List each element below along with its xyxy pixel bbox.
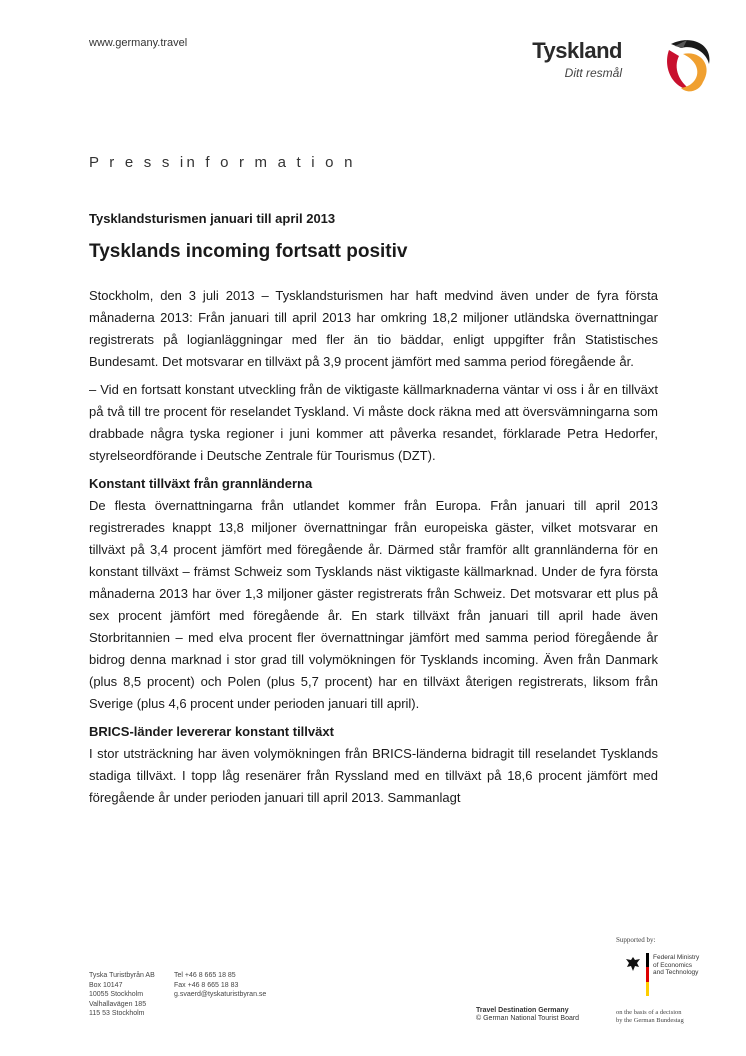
ministry-line: Federal Ministry <box>653 954 700 961</box>
paragraph-1: Stockholm, den 3 juli 2013 – Tysklandsturismen har haft medvind även under de fyra första månaderna 2013: Från januari till april 2013 har omkring 18,2 miljoner utländska övernattningar registrerats på logianläggningar med fler än tio bäddar, enligt uppgifter från Statistisches Bundesamt. Det motsvarar en tillväxt på 3,9 procent jämfört med samma period föregående år. <box>89 288 658 369</box>
decision-line: by the German Bundestag <box>616 1017 684 1024</box>
address-line: 115 53 Stockholm <box>89 1010 145 1017</box>
address-line: Valhallavägen 185 <box>89 1000 147 1008</box>
email: g.svaerd@tyskaturistbyran.se <box>174 991 267 998</box>
ministry-name <box>653 954 699 977</box>
fax: Fax +46 8 665 18 83 <box>174 981 239 989</box>
address-line: 10055 Stockholm <box>89 991 144 998</box>
ministry-line: and Technology <box>653 969 699 976</box>
tyskland-logo <box>532 36 722 98</box>
travel-destination-germany <box>476 1007 579 1023</box>
ministry-line: of Economics <box>653 961 693 969</box>
website-url: www.germany.travel <box>89 37 188 49</box>
address-line: Box 10147 <box>89 981 123 989</box>
bundestag-decision <box>616 1009 684 1025</box>
tdg-subtitle: © German National Tourist Board <box>476 1015 580 1022</box>
swirl-logo-icon <box>661 36 717 96</box>
german-flag-bar <box>646 953 649 996</box>
tdg-title: Travel Destination Germany <box>476 1007 569 1014</box>
subheading-1: Konstant tillväxt från grannländerna <box>89 476 313 491</box>
footer-contact <box>174 971 266 1000</box>
paragraph-2: – Vid en fortsatt konstant utveckling från de viktigaste källmarknaderna väntar vi oss i år en tillväxt på två till tre procent för reselandet Tyskland. Vi måste dock räkna med att översvämningarna som drabbade några tyska regioner i juni kommer att påverka resandet, förklarade Petra Hedorfer, styrelseordförande i Deutsche Zentrale für Tourismus (DZT). <box>89 382 658 463</box>
address-line: Tyska Turistbyrån AB <box>89 972 155 979</box>
footer-address <box>89 971 155 1019</box>
paragraph-3: De flesta övernattningarna från utlandet kommer från Europa. Från januari till april 2013 registrerades knappt 13,8 miljoner övernattningar från europeiska gäster, vilket motsvarar en tillväxt på 3,4 procent jämfört med föregående år. Därmed står framför allt grannländerna för en konstant tillväxt – främst Schweiz som Tysklands näst viktigaste källmarknad. Under de fyra första månaderna 2013 har över 1,3 miljoner gäster registrerats från Schweiz. Det motsvarar ett plus på sex procent jämfört med föregående år. En stark tillväxt från januari till april hade även Storbritannien – med elva procent fler övernattningar jämfört med samma period föregående år bidrog denna marknad i stor grad till volymökningen för Tysklands incoming. Även från Danmark (plus 8,5 procent) och Polen (plus 5,7 procent) har en tillväxt återigen registrerats, liksom från Sverige (plus 4,6 procent under perioden januari till april). <box>89 498 658 711</box>
subheading-2: BRICS-länder levererar konstant tillväxt <box>89 724 334 739</box>
kicker: Tysklandsturismen januari till april 2013 <box>89 211 336 226</box>
paragraph-4: I stor utsträckning har även volymökningen från BRICS-länderna bidragit till reselandet Tysklands stadiga tillväxt. I topp låg resenärer från Ryssland med en tillväxt på 18,6 procent jämfört med föregående år under perioden januari till april 2013. Sammanlagt <box>89 746 658 805</box>
eagle-icon <box>624 955 642 973</box>
document-type-label: P r e s s in f o r m a t i o n <box>89 154 356 171</box>
logo-subtitle: Ditt resmål <box>564 66 622 80</box>
supported-by-label: Supported by: <box>616 936 656 944</box>
phone: Tel +46 8 665 18 85 <box>174 972 236 979</box>
article-body <box>89 285 658 815</box>
ministry-logo <box>624 953 714 998</box>
headline: Tysklands incoming fortsatt positiv <box>89 241 408 262</box>
logo-title: Tyskland <box>532 38 622 63</box>
decision-line: on the basis of a decision <box>616 1009 682 1016</box>
